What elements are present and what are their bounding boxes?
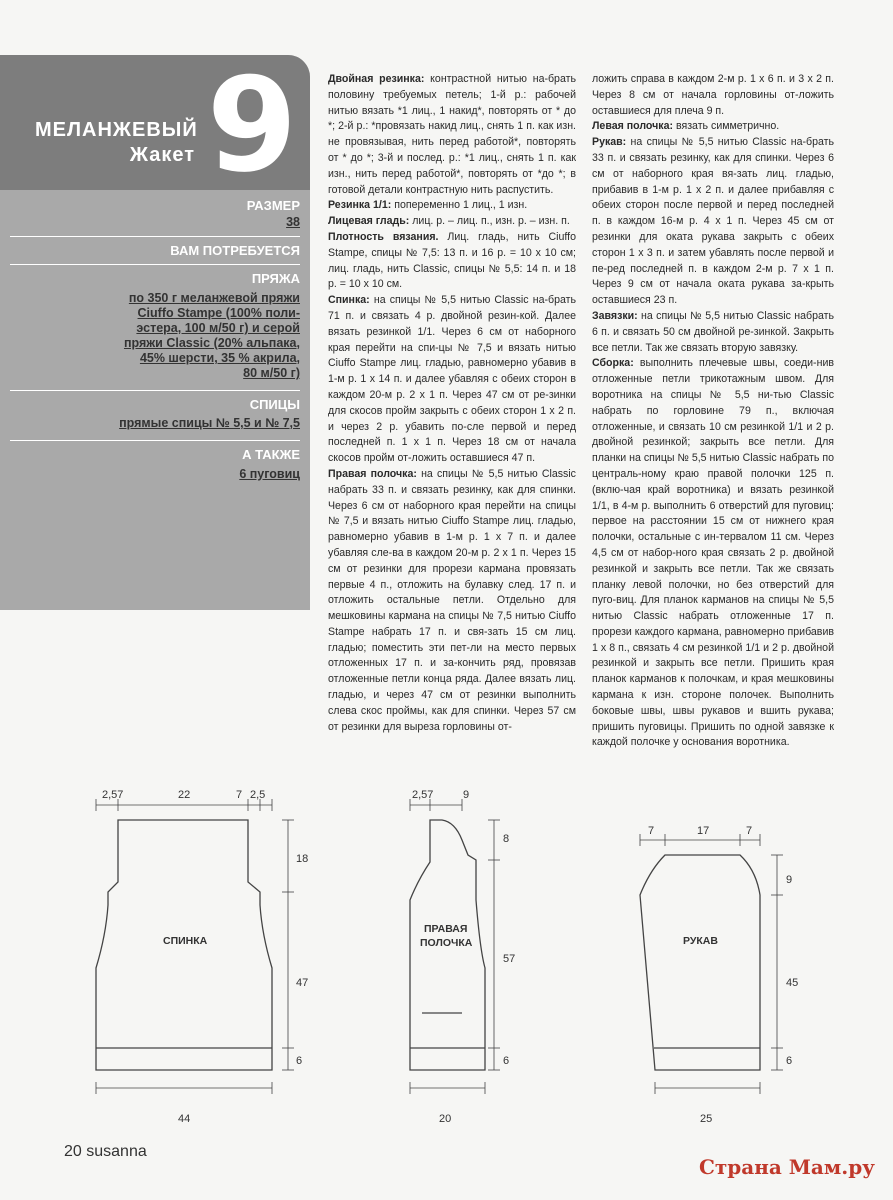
dim-label: 2,57 bbox=[412, 789, 434, 801]
paragraph-heading: Завязки: bbox=[592, 309, 638, 322]
paragraph-heading: Рукав: bbox=[592, 136, 627, 149]
dim-label: 18 bbox=[296, 853, 309, 865]
dim-label: 44 bbox=[178, 1113, 191, 1125]
paragraph-text: ложить справа в каждом 2-м р. 1 х 6 п. и 3 х 2 п. Через 8 см от начала горловины от-ложить оставшиеся для плеча 9 п. bbox=[592, 73, 834, 117]
size-value: 38 bbox=[286, 215, 300, 229]
needles-value: прямые спицы № 5,5 и № 7,5 bbox=[119, 416, 300, 430]
paragraph-text: на спицы № 5,5 нитью Classic на-брать 33 п. и связать резинку, как для спинки. Через 6 см от наборного края вя-зать лиц. гладью, прибавив в 1-м р. 1 х 2 п. и далее прибавляя с обеих сторон после первой и перед последней п. в каждом 16-м р. 4 х 1 п. Через 45 см от резинки для оката рукава закрыть с обеих сторон 1 х 3 п. и затем убавлять после первой и пе-ред последней п. в каждом 2-м р. 7 х 1 п. Через 9 см от начала оката рукава за-крыть оставшиеся 23 п. bbox=[592, 136, 834, 307]
paragraph-text: Лиц. гладь, нить Ciuffo Stampe, спицы № 7,5: 13 п. и 16 р. = 10 х 10 см; лиц. гладь, нить Classic, спицы № 5,5: 14 п. и 18 р. = 10 х 10 см. bbox=[328, 230, 576, 291]
dim-label: 25 bbox=[700, 1113, 713, 1125]
paragraph-text: контрастной нитью на-брать половину требуемых петель; 1-й р.: рабочей нитью вязать *1 лиц., 1 накид*, повторять от * до *; 2-й р.: *провязать накид лиц., снять 1 п. как изн. не провязывая, нить перед работой*, повторять от * до *; 3-й и послед. р.: *1 лиц., снять 1 п. как изн., нить перед работой*, повторять от *до *; в готовой детали контрастную нить распустить. bbox=[328, 73, 576, 196]
dim-label: 17 bbox=[697, 825, 710, 837]
back-label: СПИНКА bbox=[163, 935, 208, 947]
paragraph-heading: Лицевая гладь: bbox=[328, 215, 410, 228]
dim-label: 7 bbox=[746, 825, 753, 837]
paragraph-heading: Резинка 1/1: bbox=[328, 199, 392, 212]
yarn-label: ПРЯЖА bbox=[251, 271, 300, 286]
paragraph-text: попеременно 1 лиц., 1 изн. bbox=[391, 199, 528, 212]
yarn-line: 80 м/50 г) bbox=[243, 366, 300, 380]
paragraph-heading: Спинка: bbox=[328, 294, 370, 307]
dim-label: 7 bbox=[648, 825, 655, 837]
paragraph-text: на спицы № 5,5 нитью Classic набрать 33 п. и связать резинку, как для спинки. Через 6 см от наборного края перейти на спицы № 7,5 и вязать нитью Ciuffo Stampe лиц. гладью, равномерно убавив в 1-м р. 1 х 7 п. и далее убавляя сле-ва в каждом 20-м р. 2 х 1 п. Через 15 см от резинки для прорези кармана провязать первые 4 п., отложить на булавку след. 17 п. и отложить остальные петли. Отдельно для мешковины кармана на спицы № 7,5 нитью Ciuffo Stampe набрать 17 п. и свя-зать 15 см лиц. гладью; поместить эти пет-ли на место первых отложенных 17 п. и за-кончить ряд, провязав отложенные петли конца ряда. Далее вязать лиц. гладью, и через 47 см от резинки выполнить слева скос проймы, как для спинки. Через 57 см от резинки для выреза горловины от- bbox=[328, 467, 576, 733]
yarn-line: 45% шерсти, 35 % акрила, bbox=[139, 351, 300, 365]
paragraph-text: лиц. р. – лиц. п., изн. р. – изн. п. bbox=[409, 215, 570, 228]
dim-label: 6 bbox=[503, 1055, 510, 1067]
dim-label: 8 bbox=[503, 833, 510, 845]
paragraph-heading: Левая полочка: bbox=[592, 120, 673, 133]
sleeve-outline bbox=[640, 855, 760, 1070]
magazine-name: susanna bbox=[86, 1143, 147, 1160]
paragraph-heading: Плотность вязания. bbox=[328, 230, 439, 243]
paragraph-text: на спицы № 5,5 нитью Classic на-брать 71 п. и связать 4 р. двойной резин-кой. Далее вязать резинкой 1/1. Через 6 см от наборного края перейти на спи-цы № 7,5 и вязать нитью Ciuffo Stampe лиц. гладью, равномерно убавив в 1-м р. 1 х 14 п. и далее убавляя с обеих сторон в каждом 20-м р. 2 х 1 п. Через 47 см от ре-зинки для скосов пройм закрыть с обеих сторон 1 х 2 п. и через 2 р. убавить по-сле первой и перед последней п. 1 х 1 п. Через 18 см от начала скосов пройм от-ложить оставшиеся 47 п. bbox=[328, 294, 576, 465]
dim-label: 47 bbox=[296, 977, 309, 989]
page-number: 20 bbox=[64, 1143, 82, 1160]
dim-label: 7 bbox=[236, 789, 243, 801]
dim-label: 2,57 bbox=[102, 789, 124, 801]
front-label: ПОЛОЧКА bbox=[420, 937, 473, 949]
dim-label: 9 bbox=[463, 789, 470, 801]
yarn-line: пряжи Classic (20% альпака, bbox=[123, 336, 300, 350]
dim-label: 20 bbox=[439, 1113, 452, 1125]
needs-label: ВАМ ПОТРЕБУЕТСЯ bbox=[170, 243, 300, 258]
also-value: 6 пуговиц bbox=[239, 467, 300, 481]
sleeve-label: РУКАВ bbox=[683, 935, 718, 947]
site-watermark: Страна Мам.ру bbox=[698, 1155, 875, 1179]
dim-label: 9 bbox=[786, 874, 793, 886]
dim-label: 57 bbox=[503, 953, 516, 965]
pattern-number: 9 bbox=[206, 49, 298, 201]
paragraph-heading: Правая полочка: bbox=[328, 467, 417, 480]
dim-label: 45 bbox=[786, 977, 799, 989]
yarn-line: эстера, 100 м/50 г) и серой bbox=[136, 321, 300, 335]
paragraph-text: вязать симметрично. bbox=[673, 120, 780, 133]
also-label: А ТАКЖЕ bbox=[242, 447, 300, 462]
needles-label: СПИЦЫ bbox=[249, 397, 300, 412]
front-label: ПРАВАЯ bbox=[424, 923, 468, 935]
paragraph-heading: Двойная резинка: bbox=[328, 73, 425, 85]
paragraph-text: на спицы № 5,5 нитью Classic набрать 6 п. и связать 50 см двойной ре-зинкой. Закрыть все петли. Так же связать вторую завязку. bbox=[592, 309, 834, 354]
dim-label: 6 bbox=[296, 1055, 303, 1067]
dim-label: 6 bbox=[786, 1055, 793, 1067]
title-line2: Жакет bbox=[129, 144, 195, 166]
title-line1: МЕЛАНЖЕВЫЙ bbox=[35, 119, 198, 141]
paragraph-heading: Сборка: bbox=[592, 357, 634, 370]
paragraph-text: выполнить плечевые швы, соеди-нив отложенные петли трикотажным швом. Для воротника на спицы № 5,5 ни-тью Classic набрать по горловине 79 п., включая отложенные, и связать 10 см резинкой 1/1 и 2 р. двойной резинкой; закрыть все петли. Для планки на спицы № 5,5 нитью Classic набрать по централь-ному краю правой полочки 125 п. (вклю-чая край воротника) и вязать резинкой 1/1, в 4-м р. выполнить 6 отверстий для пуговиц: первое на расстоянии 15 см от нижнего края полочки, остальные с ин-тервалом 11 см. Через 4,5 см от набор-ного края связать 2 р. двойной резинкой и закрыть все петли. Так же связать планку левой полочки, но без отверстий для пуго-виц. Для планок карманов на спицы № 5,5 нитью Classic набрать отложенные 17 п. прорези каждого кармана, равномерно прибавив 1 х 8 п., связать 4 см резинкой 1/1 и 2 р. двойной резинкой и закрыть все петли. Пришить края планок карманов к полочкам, и края мешковины кармана к изн. стороне полочек. Выполнить боковые швы, швы рукавов и вшить рукава; пришить пуговицы. Пришить по одной завязке к каждой полочке у основания воротника. bbox=[592, 357, 834, 749]
yarn-line: Ciuffo Stampe (100% поли- bbox=[137, 306, 300, 320]
dim-label: 22 bbox=[178, 789, 191, 801]
page-footer bbox=[64, 1143, 147, 1161]
dim-label: 2,5 bbox=[250, 789, 266, 801]
yarn-line: по 350 г меланжевой пряжи bbox=[128, 291, 300, 305]
size-label: РАЗМЕР bbox=[246, 198, 300, 213]
